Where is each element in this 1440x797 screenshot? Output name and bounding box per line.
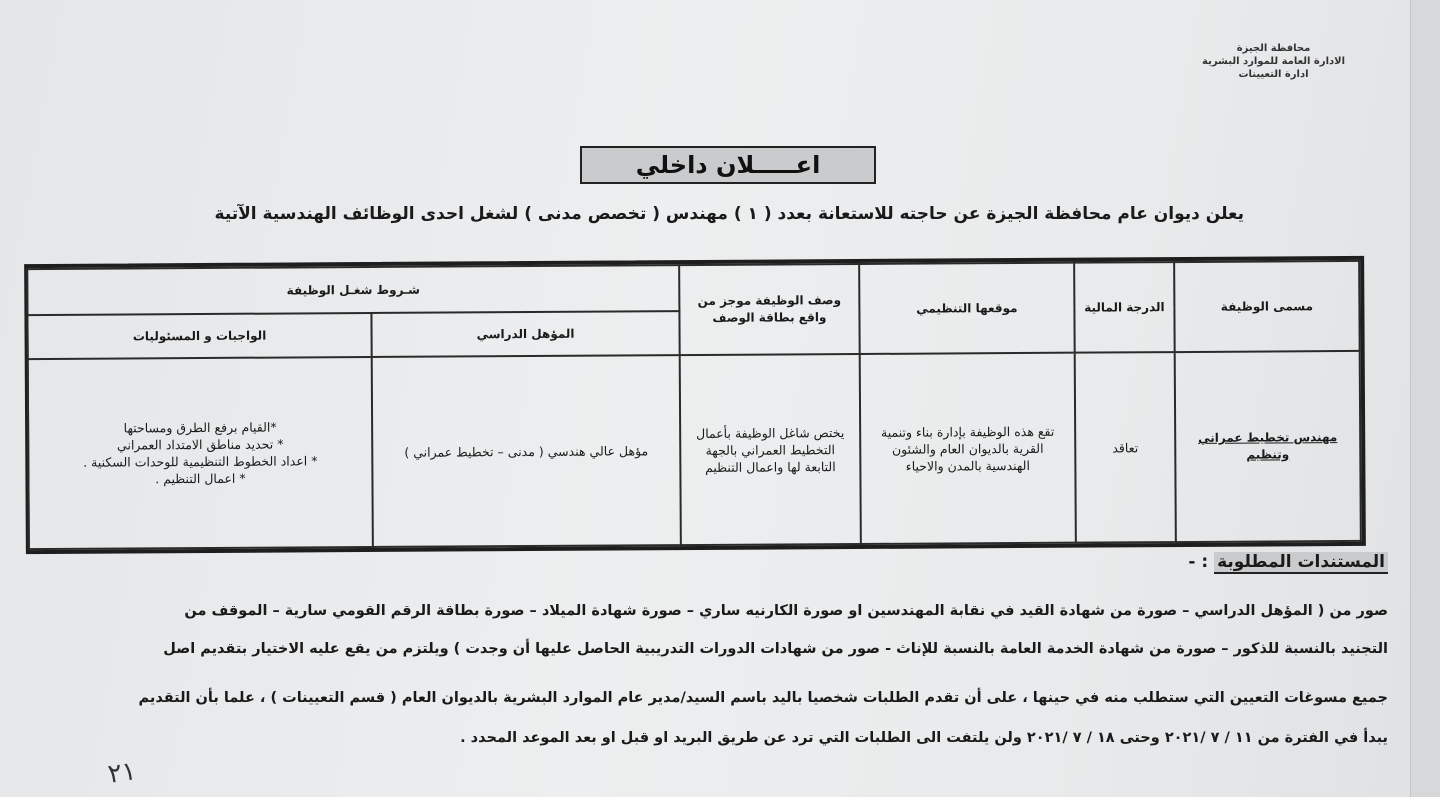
jobs-table [24, 256, 1366, 554]
letterhead-section: ادارة التعيينات [1238, 69, 1309, 80]
documents-heading [1188, 552, 1388, 572]
header-conditions: شـروط شغـل الوظيفة [27, 265, 679, 315]
cell-location: تقع هذه الوظيفة بإدارة بناء وتنمية القرية بالديوان العام والشئون الهندسية بالمدن والاحياء [860, 353, 1076, 544]
header-location: موقعها التنظيمي [859, 263, 1075, 354]
handwritten-mark: ٢١ [106, 756, 138, 790]
documents-line-4: يبدأ في الفترة من ١١ / ٧ /٢٠٢١ وحتى ١٨ / ٧ /٢٠٢١ ولن يلتفت الى الطلبات التي ترد عن طريق البريد او قبل او بعد الموعد المحدد . [460, 730, 1388, 746]
header-description: وصف الوظيفة موجز من واقع بطاقة الوصف [679, 264, 860, 355]
header-grade: الدرجة المالية [1074, 262, 1175, 353]
duty-item: * تحديد مناطق الامتداد العمراني [116, 436, 284, 453]
cell-grade: تعاقد [1075, 352, 1176, 543]
header-duties: الواجبات و المسئوليات [27, 313, 371, 359]
documents-heading-suffix: : - [1188, 552, 1215, 572]
documents-heading-text: المستندات المطلوبة [1214, 552, 1388, 574]
documents-line-1: صور من ( المؤهل الدراسي – صورة من شهادة القيد في نقابة المهندسين او صورة الكارنيه ساري – صورة شهادة الميلاد – صورة بطاقة الرقم القومي سارية – الموقف من [184, 603, 1388, 619]
page-edge [1410, 0, 1440, 797]
announcement-intro: يعلن ديوان عام محافظة الجيزة عن حاجته للاستعانة بعدد ( ١ ) مهندس ( تخصص مدنى ) لشغل احدى الوظائف الهندسية الآتية [214, 204, 1244, 224]
duty-item: * اعمال التنظيم . [155, 470, 246, 487]
cell-job-title [1175, 351, 1361, 542]
header-qualification: المؤهل الدراسي [371, 311, 679, 357]
announcement-title: اعـــــلان داخلي [580, 146, 876, 184]
header-job-title: مسمى الوظيفة [1174, 261, 1360, 352]
letterhead [1202, 42, 1345, 81]
job-title-text: مهندس تخطيط عمراني وتنظيم [1198, 430, 1338, 462]
cell-duties [28, 357, 373, 549]
cell-description: يختص شاغل الوظيفة بأعمال التخطيط العمراني بالجهة التابعة لها واعمال التنظيم [680, 354, 861, 545]
documents-line-2: التجنيد بالنسبة للذكور – صورة من شهادة الخدمة العامة بالنسبة للإناث - صور من شهادات الدورات التدريبية الحاصل عليها أن وجدت ) ويلتزم من يقع عليه الاختيار بتقديم اصل [163, 641, 1388, 657]
letterhead-governorate: محافظة الجيزة [1236, 43, 1311, 54]
table-row [28, 351, 1361, 549]
documents-line-3: جميع مسوغات التعيين التي ستطلب منه في حينها ، على أن تقدم الطلبات شخصيا باليد باسم السيد/مدير عام الموارد البشرية بالديوان العام ( قسم التعيينات ) ، علما بأن التقديم [138, 690, 1388, 706]
cell-qualification: مؤهل عالي هندسي ( مدنى – تخطيط عمراني ) [372, 355, 681, 547]
duty-item: * اعداد الخطوط التنظيمية للوحدات السكنية . [83, 453, 318, 470]
letterhead-department: الادارة العامة للموارد البشرية [1202, 56, 1345, 67]
duty-item: *القيام برفع الطرق ومساحتها [123, 419, 277, 436]
